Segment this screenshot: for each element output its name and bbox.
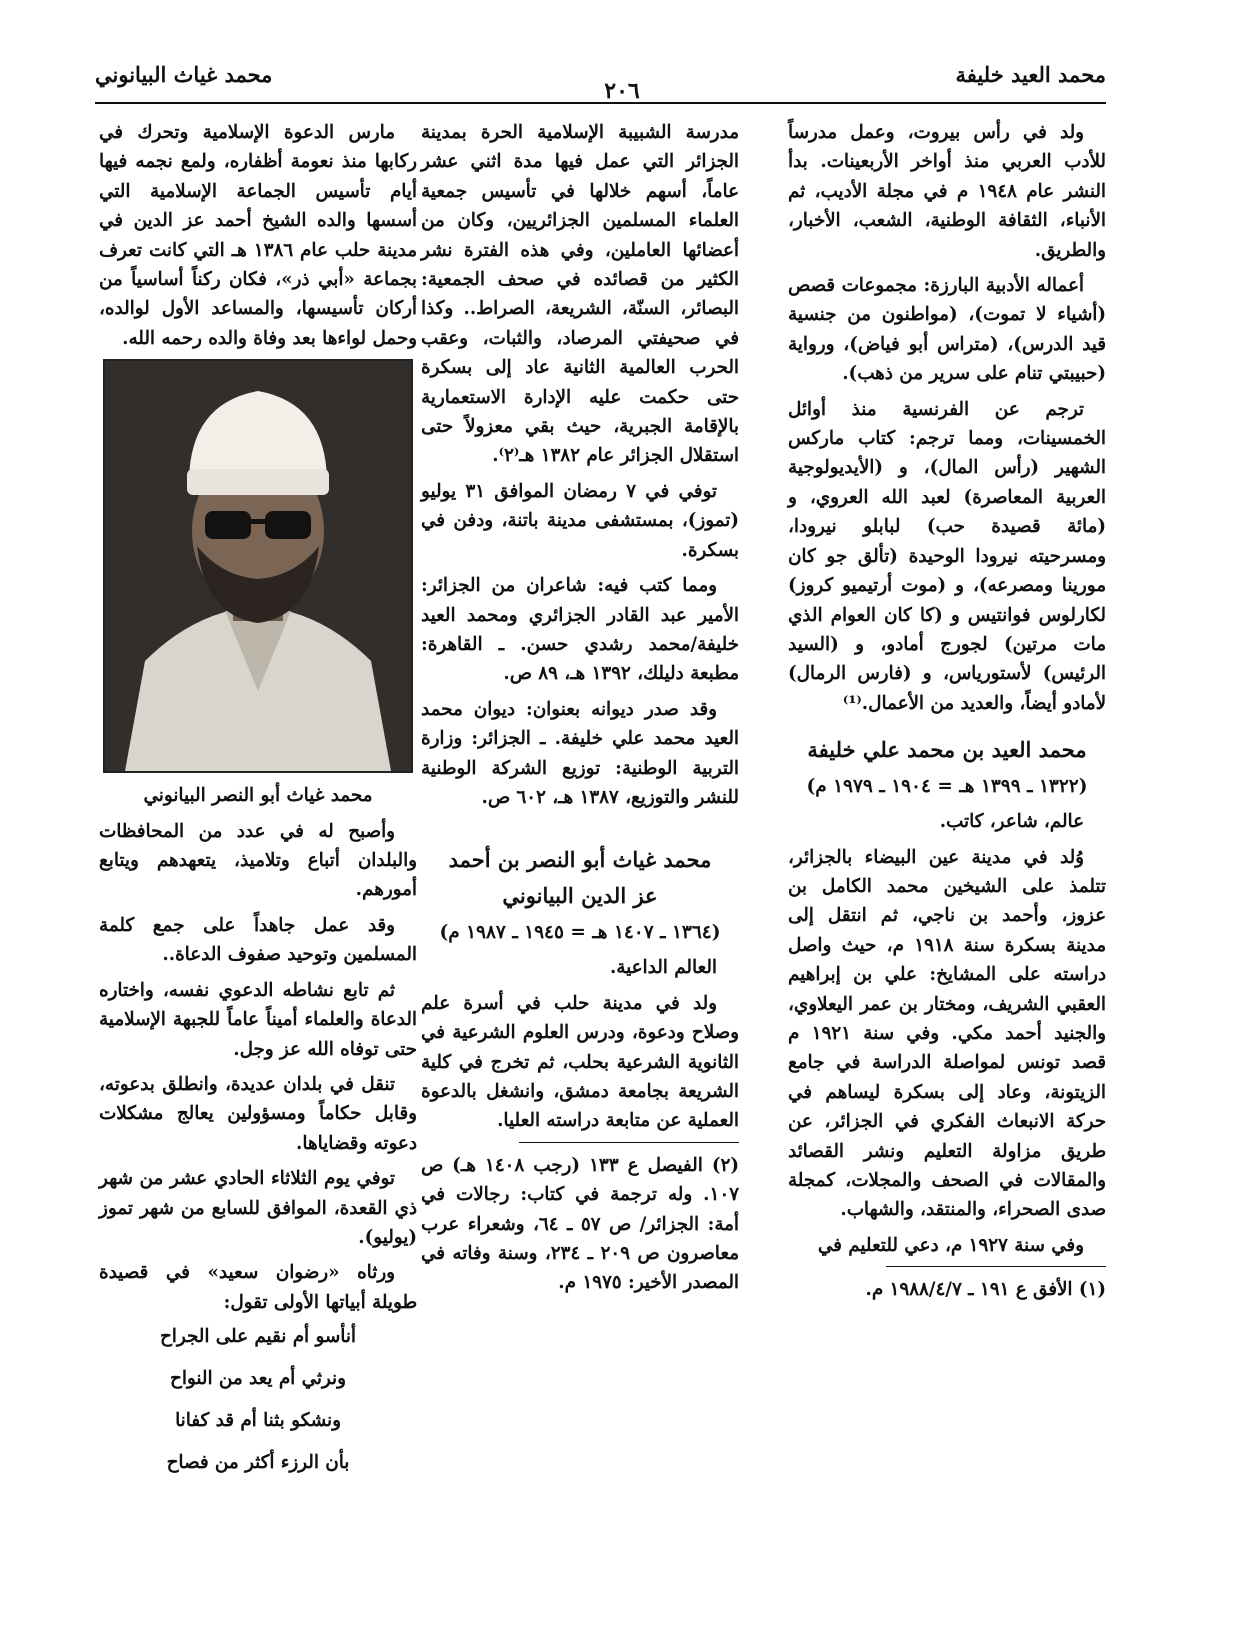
footnote-rule [886, 1266, 1106, 1267]
header-rule [95, 102, 1106, 104]
paragraph: ورثاه «رضوان سعيد» في قصيدة طويلة أبياتها الأولى تقول: [99, 1262, 417, 1313]
running-header-right: محمد العيد خليفة [955, 62, 1106, 87]
entry-dates: (١٣٢٢ ـ ١٣٩٩ هـ = ١٩٠٤ ـ ١٩٧٩ م) [806, 776, 1088, 798]
footnote: (٢) الفيصل ع ١٣٣ (رجب ١٤٠٨ هـ) ص ١٠٧. وله ترجمة في كتاب: رجالات في أمة: الجزائر/ ص ٥٧ ـ ٦٤، وشعراء عرب معاصرون ص ٢٠٩ ـ ٢٣٤، وسنة وفاته في المصدر الأخير: ١٩٧٥ م. [421, 1154, 739, 1294]
paragraph: العالم الداعية. [609, 957, 717, 979]
paragraph: وفي سنة ١٩٢٧ م، دعي للتعليم في [817, 1234, 1084, 1256]
entry-heading: محمد العيد بن محمد علي خليفة [807, 737, 1087, 763]
portrait-illustration [105, 361, 411, 771]
paragraph: مارس الدعوة الإسلامية وتحرك في ركابها منذ نعومة أظفاره، ولمع نجمه فيها أيام تأسيس الجماعة الإسلامية التي أسسها والده الشيخ أحمد عز الدين في مدينة حلب عام ١٣٨٦ هـ التي كانت تعرف بجماعة «أبي ذر»، فكان ركناً أساسياً من أركان تأسيسها، والمساعد الأول لوالده، وحمل لواءها بعد وفاة والده رحمه الله. [99, 122, 417, 349]
paragraph: مدرسة الشبيبة الإسلامية الحرة بمدينة الجزائر التي عمل فيها مدة اثني عشر عاماً، أسهم خلالها في تأسيس جمعية العلماء المسلمين الجزائريين، وكان من أعضائها العاملين، وفي هذه الفترة نشر الكثير من قصائده في صحف الجمعية: البصائر، السنّة، الشريعة، الصراط.. وكذا في صحيفتي المرصاد، والثبات، وعقب الحرب العالمية الثانية عاد إلى بسكرة حتى حكمت عليه الإدارة الاستعمارية بالإقامة الجبرية، حيث بقي معزولاً حتى استقلال الجزائر عام ١٣٨٢ هـ⁽٢⁾. [421, 122, 739, 467]
page-number: ٢٠٦ [604, 78, 640, 104]
paragraph: عالم، شاعر، كاتب. [939, 811, 1084, 833]
photo-caption: محمد غياث أبو النصر البيانوني [143, 785, 373, 807]
paragraph: تنقل في بلدان عديدة، وانطلق بدعوته، وقابل حكاماً ومسؤولين يعالج مشكلات دعوته وقضاياها. [99, 1073, 417, 1154]
paragraph: وقد عمل جاهداً على جمع كلمة المسلمين وتوحيد صفوف الدعاة.. [99, 914, 417, 966]
column-middle [421, 118, 739, 1304]
running-header-left: محمد غياث البيانوني [95, 62, 273, 87]
entry-heading-line2: عز الدين البيانوني [502, 883, 658, 909]
poem-line: أنأسو أم نقيم على الجراح [160, 1326, 356, 1348]
portrait-photo [103, 359, 413, 773]
paragraph: وقد صدر ديوانه بعنوان: ديوان محمد العيد محمد علي خليفة. ـ الجزائر: وزارة التربية الوطنية: توزيع الشركة الوطنية للنشر والتوزيع، ١٣٨٧ هـ، ٦٠٢ ص. [421, 698, 739, 808]
paragraph: وُلد في مدينة عين البيضاء بالجزائر، تتلمذ على الشيخين محمد الكامل بن عزوز، وأحمد بن ناجي، ثم انتقل إلى مدينة بسكرة سنة ١٩١٨ م، حيث واصل دراسته على المشايخ: علي بن إبراهيم العقبي الشريف، ومختار بن عمر اليعلاوي، والجنيد أحمد مكي. وفي سنة ١٩٢١ م قصد تونس لمواصلة الدراسة في جامع الزيتونة، وعاد إلى بسكرة ليساهم في حركة الانبعاث الفكري في الجزائر، عن طريق مزاولة التعليم ونشر القصائد والمقالات في الصحف والمجلات، كمجلة صدى الصحراء، والمنتقد، والشهاب. [788, 846, 1107, 1221]
entry-heading: محمد غياث أبو النصر بن أحمد [448, 847, 712, 873]
paragraph: ولد في مدينة حلب في أسرة علم وصلاح ودعوة، ودرس العلوم الشرعية في الثانوية الشرعية بحلب، ثم تخرج في كلية الشريعة بجامعة دمشق، وانشغل بالدعوة العملية عن متابعة دراسته العليا. [421, 992, 739, 1132]
paragraph: ترجم عن الفرنسية منذ أوائل الخمسينات، ومما ترجم: كتاب ماركس الشهير (رأس المال)، و (الأيديولوجية العربية المعاصرة) لعبد الله العروي، و (مائة قصيدة حب) لبابلو نيرودا، ومسرحيته نيرودا الوحيدة (تألق جو كان مورينا ومصرعه)، و (موت أرتيميو كروز) لكارلوس فوانتيس و (كا كان العوام الذي مات مرتين) لجورج أمادو، و (السيد الرئيس) لأستورياس، و (فارس الرمال) لأمادو أيضاً، والعديد من الأعمال.⁽¹⁾ [788, 398, 1106, 714]
paragraph: أعماله الأدبية البارزة: مجموعات قصص (أشياء لا تموت)، (مواطنون من جنسية قيد الدرس)، (متراس أبو فياض)، ورواية (حبيبتي تنام على سرير من ذهب). [788, 275, 1106, 385]
paragraph: ثم تابع نشاطه الدعوي نفسه، واختاره الدعاة والعلماء أميناً عاماً للجبهة الإسلامية حتى توفاه الله عز وجل. [99, 979, 417, 1060]
footnote-rule [519, 1142, 739, 1143]
entry-dates: (١٣٦٤ ـ ١٤٠٧ هـ = ١٩٤٥ ـ ١٩٨٧ م) [439, 922, 721, 944]
footnote: (١) الأفق ع ١٩١ ـ ١٩٨٨/٤/٧ م. [865, 1279, 1106, 1301]
poem-line: ونرثي أم يعد من النواح [170, 1368, 346, 1390]
column-left [99, 118, 417, 1491]
paragraph: توفي يوم الثلاثاء الحادي عشر من شهر ذي القعدة، الموافق للسابع من شهر تموز (يوليو). [99, 1168, 417, 1248]
paragraph: ومما كتب فيه: شاعران من الجزائر: الأمير عبد القادر الجزائري ومحمد العيد خليفة/محمد رشدي حسن. ـ القاهرة: مطبعة دليلك، ١٣٩٢ هـ، ٨٩ ص. [421, 575, 739, 685]
paragraph: توفي في ٧ رمضان الموافق ٣١ يوليو (تموز)، بمستشفى مدينة باتنة، ودفن في بسكرة. [421, 480, 739, 561]
paragraph: وأصبح له في عدد من المحافظات والبلدان أتباع وتلاميذ، يتعهدهم ويتابع أمورهم. [99, 820, 417, 901]
column-right [788, 118, 1106, 1311]
paragraph: ولد في رأس بيروت، وعمل مدرساً للأدب العربي منذ أواخر الأربعينات. بدأ النشر عام ١٩٤٨ م في مجلة الأديب، ثم الأنباء، الثقافة الوطنية، الشعب، الأخبار، والطريق. [788, 122, 1106, 261]
poem-line: ونشكو بثنا أم قد كفانا [175, 1410, 341, 1432]
poem [99, 1323, 417, 1477]
poem-line: بأن الرزء أكثر من فصاح [166, 1452, 350, 1474]
